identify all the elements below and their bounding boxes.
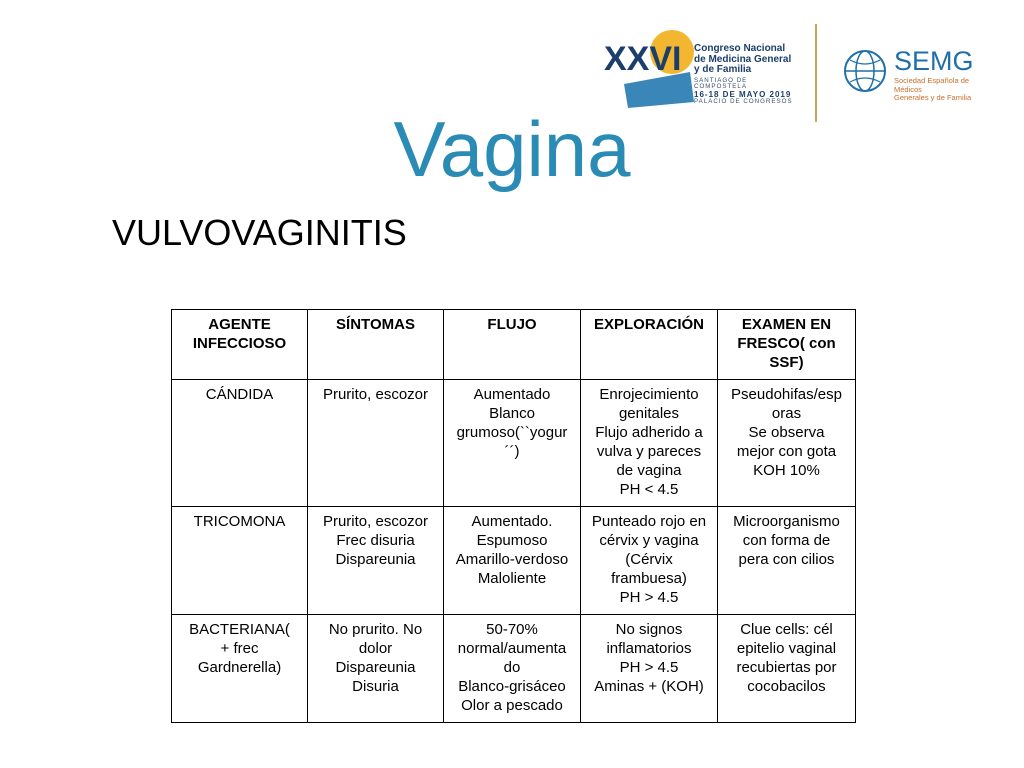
- congress-line-1: Congreso Nacional: [694, 43, 786, 54]
- header-exploracion: EXPLORACIÓN: [581, 310, 718, 380]
- semg-subtitle: [894, 77, 984, 103]
- congress-logo: [602, 22, 802, 108]
- table-cell: Aumentado Blanco grumoso(``yogur ´´): [444, 380, 581, 507]
- header-sintomas: SÍNTOMAS: [308, 310, 444, 380]
- table-cell: No signos inflamatorios PH > 4.5 Aminas + (KOH): [581, 615, 718, 723]
- table-cell: Pseudohifas/esp oras Se observa mejor con gota KOH 10%: [718, 380, 856, 507]
- semg-sub-line-1: Sociedad Española de Médicos: [894, 76, 970, 94]
- table-cell: Microorganismo con forma de pera con cilios: [718, 507, 856, 615]
- slide-title: Vagina: [393, 105, 631, 193]
- table-cell: Prurito, escozor Frec disuria Dispareunia: [308, 507, 444, 615]
- table-cell: BACTERIANA( + frec Gardnerella): [172, 615, 308, 723]
- semg-name: SEMG: [894, 46, 974, 76]
- header-flujo: FLUJO: [444, 310, 581, 380]
- table-cell: Punteado rojo en cérvix y vagina (Cérvix frambuesa) PH > 4.5: [581, 507, 718, 615]
- slide-subtitle: VULVOVAGINITIS: [112, 212, 407, 253]
- table-cell: Clue cells: cél epitelio vaginal recubiertas por cocobacilos: [718, 615, 856, 723]
- table-cell: Enrojecimiento genitales Flujo adherido a vulva y pareces de vagina PH < 4.5: [581, 380, 718, 507]
- table-cell: CÁNDIDA: [172, 380, 308, 507]
- header-agente: AGENTE INFECCIOSO: [172, 310, 308, 380]
- table-cell: 50-70% normal/aumenta do Blanco-grisáceo Olor a pescado: [444, 615, 581, 723]
- header-divider: [815, 24, 817, 122]
- table-row: [172, 507, 856, 615]
- table-row: [172, 380, 856, 507]
- header-examen: EXAMEN EN FRESCO( con SSF): [718, 310, 856, 380]
- semg-sub-line-2: Generales y de Familia: [894, 93, 972, 103]
- congress-line-2: de Medicina General: [694, 53, 792, 65]
- table-cell: No prurito. No dolor Dispareunia Disuria: [308, 615, 444, 723]
- congress-numeral: XXVI: [604, 40, 682, 78]
- congress-text: [694, 44, 802, 105]
- table-row: [172, 615, 856, 723]
- table-header-row: [172, 310, 856, 380]
- vulvovaginitis-table: [171, 309, 856, 723]
- congress-line-3: y de Familia: [694, 64, 752, 75]
- semg-globe-icon: [842, 48, 888, 94]
- congress-venue: PALACIO DE CONGRESOS: [694, 97, 793, 105]
- table-cell: Prurito, escozor: [308, 380, 444, 507]
- congress-city: SANTIAGO DE COMPOSTELA: [694, 76, 748, 90]
- congress-dates: 16-18 DE MAYO 2019: [694, 89, 792, 99]
- semg-logo: [842, 44, 982, 103]
- table-cell: Aumentado. Espumoso Amarillo-verdoso Maloliente: [444, 507, 581, 615]
- table-cell: TRICOMONA: [172, 507, 308, 615]
